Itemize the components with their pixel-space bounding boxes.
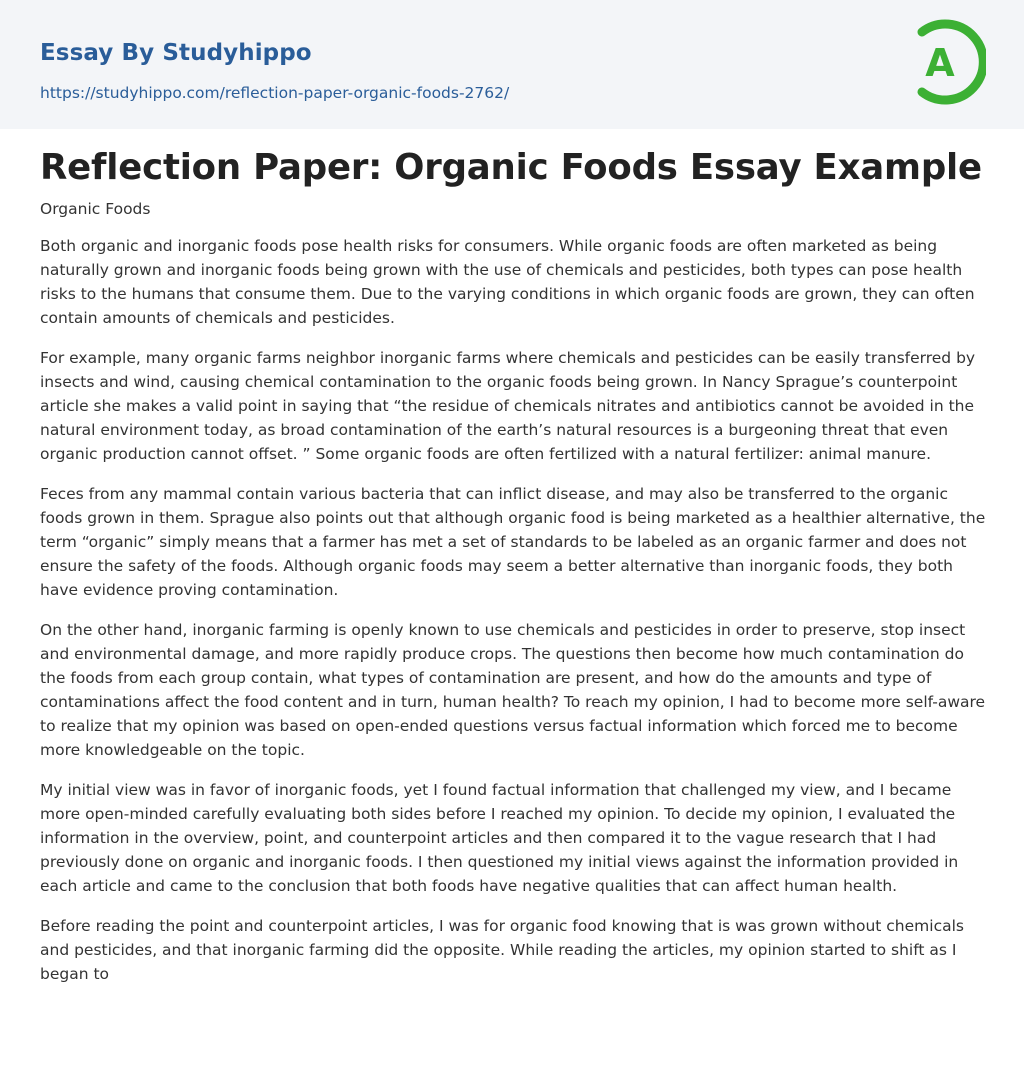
article-paragraph: My initial view was in favor of inorganic foods, yet I found factual information that challenged my view, and I became more open-minded carefully evaluating both sides before I reached my opinion. To decide my opinion, I evaluated the information in the overview, point, and counterpoint articles and then compared it to the vague research that I had previously done on organic and inorganic foods. I then questioned my initial views against the information provided in each article and came to the conclusion that both foods have negative qualities that can affect human health. — [40, 781, 959, 895]
article-body — [40, 234, 988, 1002]
site-brand[interactable]: Essay By Studyhippo — [40, 40, 312, 66]
article-paragraph: Both organic and inorganic foods pose health risks for consumers. While organic foods are often marketed as being naturally grown and inorganic foods being grown with the use of chemicals and pesticides, both types can pose health risks to the humans that consume them. Due to the varying conditions in which organic foods are grown, they can often contain amounts of chemicals and pesticides. — [40, 237, 975, 327]
article-paragraph: Feces from any mammal contain various bacteria that can inflict disease, and may also be transferred to the organic foods grown in them. Sprague also points out that although organic food is being marketed as a healthier alternative, the term “organic” simply means that a farmer has met a set of standards to be labeled as an organic farmer and does not ensure the safety of the foods. Although organic foods may seem a better alternative than inorganic foods, they both have evidence proving contamination. — [40, 485, 986, 599]
source-url-link[interactable]: https://studyhippo.com/reflection-paper-organic-foods-2762/ — [40, 84, 510, 102]
article-category: Organic Foods — [40, 200, 151, 218]
article-paragraph: For example, many organic farms neighbor inorganic farms where chemicals and pesticides can be easily transferred by insects and wind, causing chemical contamination to the organic foods being grown. In Nancy Sprague’s counterpoint article she makes a valid point in saying that “the residue of chemicals nitrates and antibiotics cannot be avoided in the natural environment today, as broad contamination of the earth’s natural resources is a burgeoning threat that even organic production cannot offset. ” Some organic foods are often fertilized with a natural fertilizer: animal manure. — [40, 349, 976, 463]
article-paragraph: On the other hand, inorganic farming is openly known to use chemicals and pesticides in order to preserve, stop insect and environmental damage, and more rapidly produce crops. The questions then become how much contamination do the foods from each group contain, what types of contamination are present, and how do the amounts and type of contaminations affect the food content and in turn, human health? To reach my opinion, I had to become more self-aware to realize that my opinion was based on open-ended questions versus factual information which forced me to become more knowledgeable on the topic. — [40, 621, 986, 759]
page-title: Reflection Paper: Organic Foods Essay Example — [40, 147, 982, 188]
article-paragraph: Before reading the point and counterpoint articles, I was for organic food knowing that is was grown without chemicals and pesticides, and that inorganic farming did the opposite. While reading the articles, my opinion started to shift as I began to — [40, 917, 964, 983]
logo-letter: A — [925, 41, 955, 85]
